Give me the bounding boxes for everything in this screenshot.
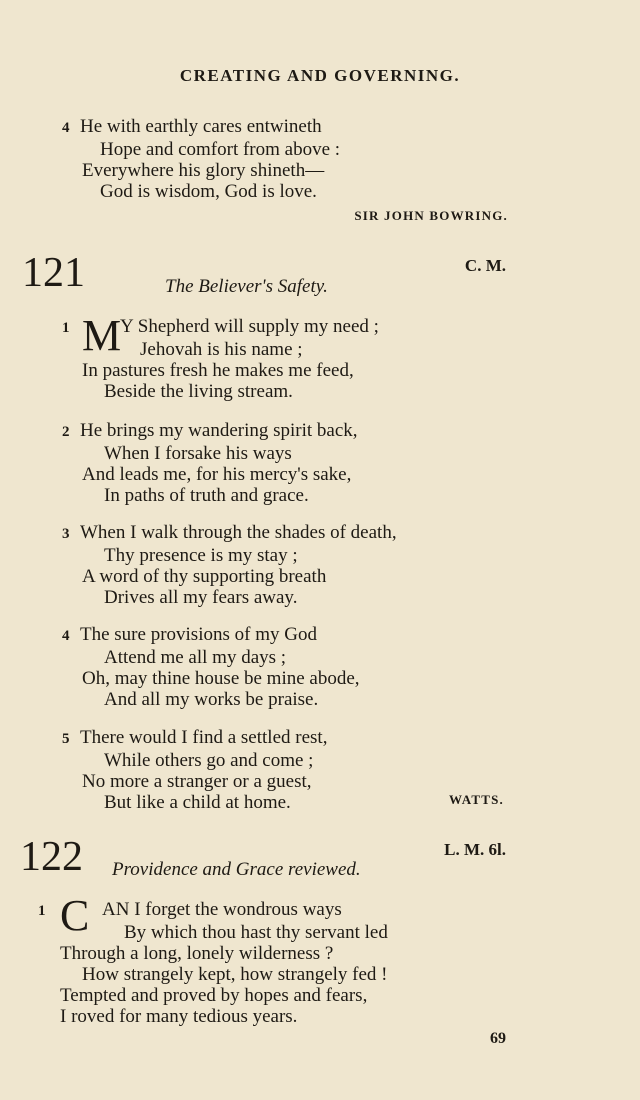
stanza-line: I roved for many tedious years. [60,1006,298,1027]
stanza-line: Everywhere his glory shineth— [82,160,325,181]
stanza-line: He with earthly cares entwineth [80,116,322,137]
prev-hymn-stanza-4 [62,116,340,202]
dropcap-c: C [60,891,90,940]
attribution-watts: WATTS. [448,792,504,807]
stanza-line: And all my works be praise. [104,689,319,710]
stanza-line: AN I forget the wondrous ways [102,899,342,920]
stanza-line: While others go and come ; [104,750,314,771]
hymn-121-stanza-3 [62,522,397,608]
stanza-line: God is wisdom, God is love. [100,181,317,202]
hymn-number-121: 121 [22,250,85,296]
stanza-line: When I forsake his ways [104,443,292,464]
stanza-line: Hope and comfort from above : [100,139,341,160]
hymn-121-stanza-4 [62,624,360,710]
stanza-line: And leads me, for his mercy's sake, [82,464,352,485]
hymn-121-title: The Believer's Safety. [165,276,328,297]
attribution-bowring: SIR JOHN BOWRING. [354,208,508,223]
hymn-122-title: Providence and Grace reviewed. [112,859,361,880]
dropcap-m: M [82,311,122,360]
stanza-line: Through a long, lonely wilderness ? [60,943,334,964]
page-number: 69 [490,1030,506,1047]
hymn-121-stanza-2 [62,420,358,506]
hymn-121-meter: C. M. [464,256,506,275]
stanza-line: The sure provisions of my God [80,624,317,645]
hymn-122-stanza-1 [38,899,388,1027]
hymn-121-stanza-5 [62,727,327,813]
stanza-line: Drives all my fears away. [104,587,298,608]
hymn-number-122: 122 [20,834,83,880]
stanza-line: Attend me all my days ; [104,647,287,668]
running-head: CREATING AND GOVERNING. [179,66,461,85]
stanza-number: 3 [62,526,70,542]
stanza-line: But like a child at home. [104,792,291,813]
stanza-line: In pastures fresh he makes me feed, [82,360,354,381]
stanza-line: By which thou hast thy servant led [124,922,388,943]
stanza-number: 2 [62,424,70,440]
stanza-line: Oh, may thine house be mine abode, [82,668,360,689]
stanza-line: There would I find a settled rest, [80,727,328,748]
stanza-line: How strangely kept, how strangely fed ! [82,964,388,985]
stanza-number: 5 [62,731,70,747]
stanza-line: Y Shepherd will supply my need ; [120,316,379,337]
stanza-line: Jehovah is his name ; [140,339,303,360]
stanza-line: A word of thy supporting breath [82,566,327,587]
stanza-number: 4 [62,628,70,644]
stanza-line: Tempted and proved by hopes and fears, [60,985,368,1006]
stanza-number: 1 [62,320,70,336]
stanza-line: No more a stranger or a guest, [82,771,312,792]
stanza-line: Beside the living stream. [104,381,293,402]
stanza-number: 4 [62,120,70,136]
stanza-number: 1 [38,903,46,919]
stanza-line: In paths of truth and grace. [104,485,309,506]
hymn-122-meter: L. M. 6l. [444,840,506,859]
stanza-line: He brings my wandering spirit back, [80,420,358,441]
stanza-line: Thy presence is my stay ; [104,545,298,566]
stanza-line: When I walk through the shades of death, [80,522,397,543]
